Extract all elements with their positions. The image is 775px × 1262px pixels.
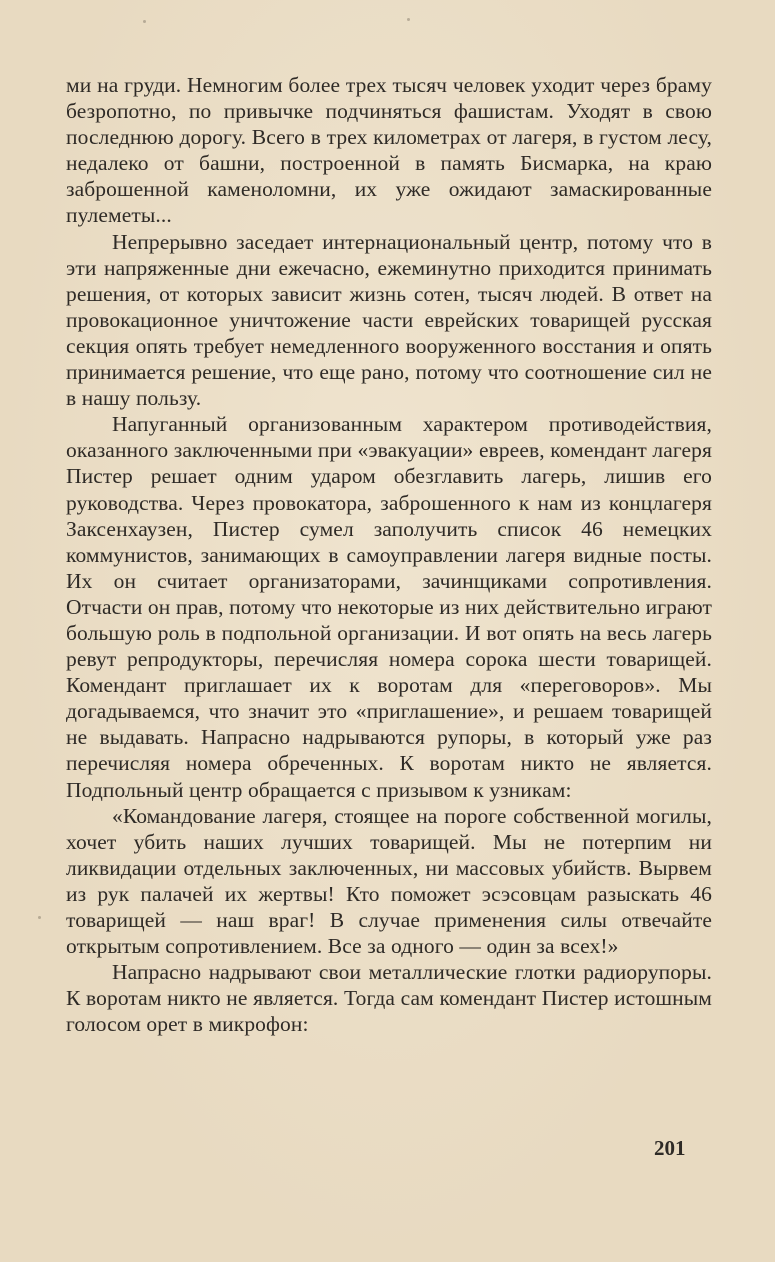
paragraph: Напрасно надрывают свои металлические глотки радиорупоры. К воротам никто не является. Тогда сам комендант Пистер истошным голосом орет в микрофон: xyxy=(66,960,712,1037)
paragraph-quote: «Командование лагеря, стоящее на пороге собственной могилы, хочет убить наших лучших товарищей. Мы не потерпим ни ликвидации отдельных заключенных, ни массовых убийств. Вырвем из рук палачей их жертвы! Кто поможет эсэсовцам разыскать 46 товарищей — наш враг! В случае применения силы отвечайте открытым сопротивлением. Все за одного — один за всех!» xyxy=(66,803,712,959)
paper-speck xyxy=(407,18,410,21)
paragraph: Напуганный организованным характером противодействия, оказанного заключенными при «эвакуации» евреев, комендант лагеря Пистер решает одним ударом обезглавить лагерь, лишив его руководства. Через провокатора, заброшенного к нам из концлагеря Заксенхаузен, Пистер сумел заполучить список 46 немецких коммунистов, занимающих в самоуправлении лагеря видные посты. Их он считает организаторами, зачинщиками сопротивления. Отчасти он прав, потому что некоторые из них действительно играют большую роль в подпольной организации. И вот опять на весь лагерь ревут репродукторы, перечисляя номера сорока шести товарищей. Комендант приглашает их к воротам для «переговоров». Мы догадываемся, что значит это «приглашение», и решаем товарищей не выдавать. Напрасно надрываются рупоры, в который уже раз перечисляя номера обреченных. К воротам никто не является. Подпольный центр обращается с призывом к узникам: xyxy=(66,412,712,802)
paper-speck xyxy=(38,916,41,919)
paragraph: Непрерывно заседает интернациональный центр, потому что в эти напряженные дни ежечасно, ежеминутно приходится принимать решения, от которых зависит жизнь сотен, тысяч людей. В ответ на провокационное уничтожение части еврейских товарищей русская секция опять требует немедленного вооруженного восстания и опять принимается решение, что еще рано, потому что соотношение сил не в нашу пользу. xyxy=(66,229,712,411)
body-text xyxy=(66,72,712,1037)
paragraph: ми на груди. Немногим более трех тысяч человек уходит через браму безропотно, по привычке подчиняться фашистам. Уходят в свою последнюю дорогу. Всего в трех километрах от лагеря, в густом лесу, недалеко от башни, построенной в память Бисмарка, на краю заброшенной каменоломни, их уже ожидают замаскированные пулеметы... xyxy=(66,73,712,228)
page-number: 201 xyxy=(654,1136,686,1160)
paper-speck xyxy=(143,20,146,23)
